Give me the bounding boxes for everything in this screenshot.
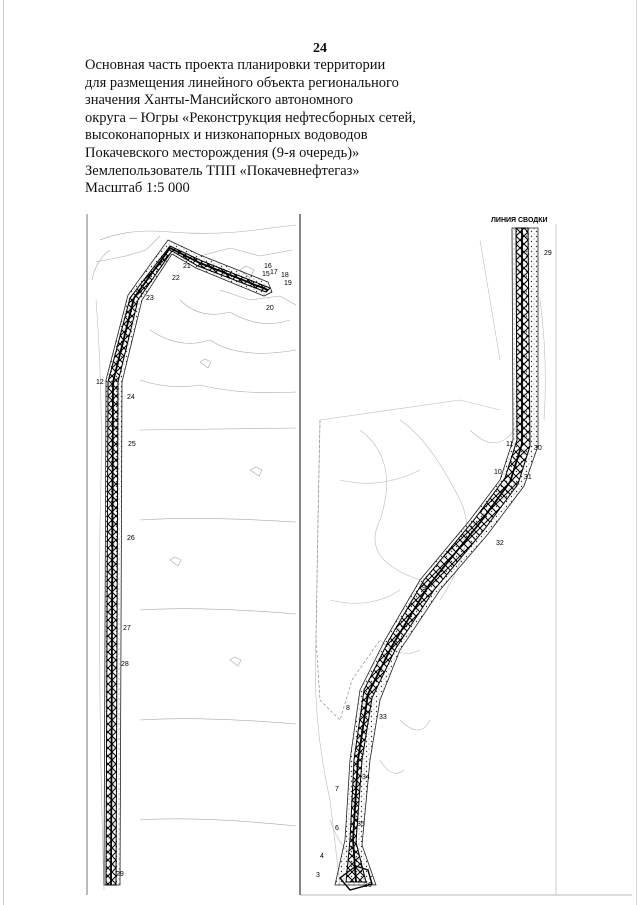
point-label: 11 [506,441,514,448]
heading-line: для размещения линейного объекта регионального [85,74,399,91]
point-label: 33 [379,714,387,721]
corridor-zone [335,228,538,885]
heading-line: значения Ханты-Мансийского автономного [85,92,354,109]
heading-line: Основная часть проекта планировки территории [85,57,386,73]
scale-line: Масштаб 1:5 000 [85,180,190,197]
point-label: 12 [96,379,104,386]
point-label: 22 [172,275,180,282]
point-label: 6 [335,825,339,832]
heading-line: Покачевского месторождения (9-я очередь)» [85,144,360,161]
point-label: 29 [544,250,552,257]
point-label: 19 [284,280,292,287]
point-label: 36 [364,882,372,889]
point-label: 34 [362,774,370,781]
point-label: 23 [146,295,154,302]
point-label: 35 [357,821,365,828]
page-number: 24 [313,41,327,56]
point-label: 25 [128,441,136,448]
point-label: 31 [524,474,532,481]
heading-line: Землепользователь ТПП «Покачевнефтегаз» [85,162,360,179]
point-label: 4 [320,853,324,860]
heading-line: высоконапорных и низконапорных водоводов [85,127,368,144]
point-label: 18 [281,272,289,279]
point-label: 32 [496,540,504,547]
point-label: 28 [121,661,129,668]
pipeline-axis [353,228,522,882]
point-label: 8 [346,705,350,712]
point-label: 26 [127,535,135,542]
junction-line-label: ЛИНИЯ СВОДКИ [491,217,548,224]
point-label: 10 [494,469,502,476]
point-label: 15 [262,271,270,278]
point-label: 20 [266,305,274,312]
point-label: 30 [534,445,542,452]
point-label: 29 [116,871,124,878]
point-label: 16 [264,263,272,270]
pipeline-route [346,228,530,882]
heading-line: округа – Югры «Реконструкция нефтесборных сетей, [85,109,416,126]
point-label: 3 [316,872,320,879]
point-label: 9 [422,585,426,592]
point-label: 7 [335,786,339,793]
right-map-sheet [300,217,632,895]
point-label: 21 [183,263,191,270]
point-label: 27 [123,625,131,632]
left-map-sheet [87,214,300,895]
point-label: 17 [270,269,278,276]
point-label: 24 [127,394,135,401]
